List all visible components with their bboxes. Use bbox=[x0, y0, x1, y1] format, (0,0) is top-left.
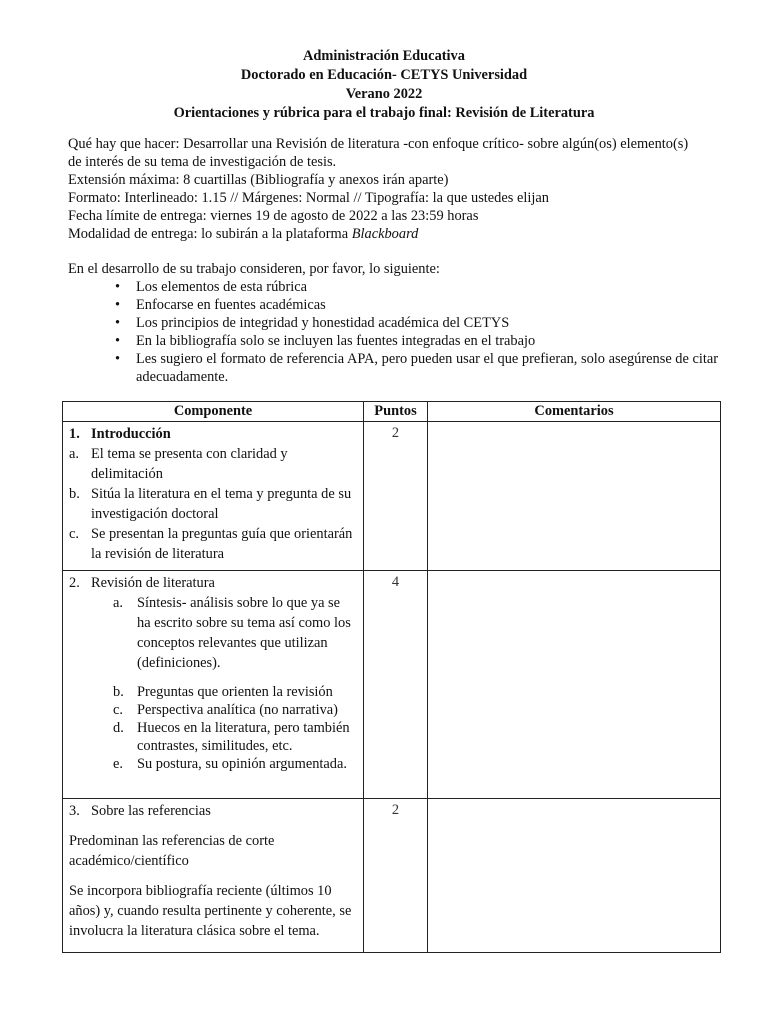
section-title-text: Sobre las referencias bbox=[91, 803, 211, 819]
criterion-item bbox=[113, 593, 357, 673]
criterion-letter: b. bbox=[113, 684, 124, 700]
component-cell bbox=[63, 799, 364, 953]
table-row bbox=[63, 799, 721, 953]
instruction-deadline: Fecha límite de entrega: viernes 19 de agosto de 2022 a las 23:59 horas bbox=[68, 208, 479, 224]
criterion-item bbox=[113, 755, 357, 773]
criterion-item bbox=[69, 444, 357, 484]
section-title bbox=[69, 801, 357, 821]
list-item-text: Les sugiero el formato de referencia APA, pero pueden usar el que prefieran, solo asegúrense de citar adecuadamente. bbox=[136, 351, 719, 385]
list-item-text: Los elementos de esta rúbrica bbox=[136, 279, 308, 295]
component-cell bbox=[63, 571, 364, 799]
criterion-item bbox=[113, 719, 357, 755]
section-number: 1. bbox=[69, 426, 80, 442]
considerations-lead: En el desarrollo de su trabajo consideren, por favor, lo siguiente: bbox=[68, 261, 440, 277]
section-title bbox=[69, 424, 357, 444]
component-cell bbox=[63, 422, 364, 571]
document-header bbox=[0, 47, 768, 123]
criterion-item bbox=[113, 701, 357, 719]
criterion-text: Su postura, su opinión argumentada. bbox=[137, 756, 347, 772]
criterion-letter: c. bbox=[113, 702, 123, 718]
considerations-block bbox=[68, 260, 728, 386]
criterion-item bbox=[69, 484, 357, 524]
instruction-what: Qué hay que hacer: Desarrollar una Revisión de literatura -con enfoque crítico- sobre algún(os) elemento(s) bbox=[68, 136, 689, 152]
column-header-comments: Comentarios bbox=[428, 402, 721, 422]
criterion-text: Se presentan la preguntas guía que orientarán la revisión de literatura bbox=[91, 526, 353, 562]
assignment-title: Orientaciones y rúbrica para el trabajo final: Revisión de Literatura bbox=[173, 105, 595, 121]
list-item-text: En la bibliografía solo se incluyen las fuentes integradas en el trabajo bbox=[136, 333, 536, 349]
table-row bbox=[63, 571, 721, 799]
list-item bbox=[68, 296, 728, 314]
instruction-format: Formato: Interlineado: 1.15 // Márgenes: Normal // Tipografía: la que ustedes elijan bbox=[68, 190, 549, 206]
list-item bbox=[68, 332, 728, 350]
list-item bbox=[68, 278, 728, 296]
points-cell: 4 bbox=[364, 571, 428, 799]
list-item-text: Los principios de integridad y honestidad académica del CETYS bbox=[136, 315, 510, 331]
list-item bbox=[68, 314, 728, 332]
table-header-row bbox=[63, 402, 721, 422]
institution-title: Administración Educativa bbox=[303, 48, 465, 64]
comments-cell bbox=[428, 571, 721, 799]
criterion-paragraph: Se incorpora bibliografía reciente (últimos 10 años) y, cuando resulta pertinente y coherente, se involucra la literatura clásica sobre el tema. bbox=[69, 883, 352, 939]
criterion-letter: a. bbox=[113, 595, 123, 611]
section-number: 2. bbox=[69, 575, 80, 591]
section-number: 3. bbox=[69, 803, 80, 819]
points-cell: 2 bbox=[364, 799, 428, 953]
platform-name: Blackboard bbox=[351, 226, 419, 242]
criterion-letter: a. bbox=[69, 446, 79, 462]
criterion-letter: e. bbox=[113, 756, 123, 772]
rubric-table bbox=[62, 401, 721, 953]
section-title bbox=[69, 573, 357, 593]
instruction-length: Extensión máxima: 8 cuartillas (Bibliografía y anexos irán aparte) bbox=[68, 172, 449, 188]
delivery-text: Modalidad de entrega: lo subirán a la plataforma bbox=[68, 226, 352, 242]
criterion-text: Sitúa la literatura en el tema y pregunta de su investigación doctoral bbox=[91, 486, 352, 522]
criterion-paragraph: Predominan las referencias de corte académico/científico bbox=[69, 833, 275, 869]
criterion-text: El tema se presenta con claridad y delimitación bbox=[91, 446, 288, 482]
program-title: Doctorado en Educación- CETYS Universidad bbox=[240, 67, 528, 83]
criterion-text: Preguntas que orienten la revisión bbox=[137, 684, 333, 700]
criterion-letter: b. bbox=[69, 486, 80, 502]
comments-cell bbox=[428, 799, 721, 953]
criterion-text: Huecos en la literatura, pero también contrastes, similitudes, etc. bbox=[137, 720, 350, 754]
criterion-letter: d. bbox=[113, 720, 124, 736]
points-cell: 2 bbox=[364, 422, 428, 571]
instruction-what-cont: de interés de su tema de investigación de tesis. bbox=[68, 154, 337, 170]
column-header-points: Puntos bbox=[364, 402, 428, 422]
considerations-list bbox=[68, 278, 728, 386]
section-title-text: Introducción bbox=[91, 426, 171, 442]
criterion-text: Perspectiva analítica (no narrativa) bbox=[137, 702, 338, 718]
bullet-icon: • bbox=[115, 315, 121, 331]
criterion-letter: c. bbox=[69, 526, 79, 542]
section-title-text: Revisión de literatura bbox=[91, 575, 215, 591]
table-row bbox=[63, 422, 721, 571]
comments-cell bbox=[428, 422, 721, 571]
criterion-text: Síntesis- análisis sobre lo que ya se ha escrito sobre su tema así como los conceptos relevantes que utilizan (definiciones). bbox=[137, 595, 351, 671]
criterion-item bbox=[113, 683, 357, 701]
bullet-icon: • bbox=[115, 351, 121, 367]
bullet-icon: • bbox=[115, 297, 121, 313]
criterion-item bbox=[69, 524, 357, 564]
list-item-text: Enfocarse en fuentes académicas bbox=[136, 297, 326, 313]
bullet-icon: • bbox=[115, 279, 121, 295]
bullet-icon: • bbox=[115, 333, 121, 349]
list-item bbox=[68, 350, 728, 386]
instructions-block bbox=[68, 135, 728, 243]
term-title: Verano 2022 bbox=[345, 86, 423, 102]
instruction-delivery bbox=[68, 225, 728, 243]
column-header-component: Componente bbox=[63, 402, 364, 422]
